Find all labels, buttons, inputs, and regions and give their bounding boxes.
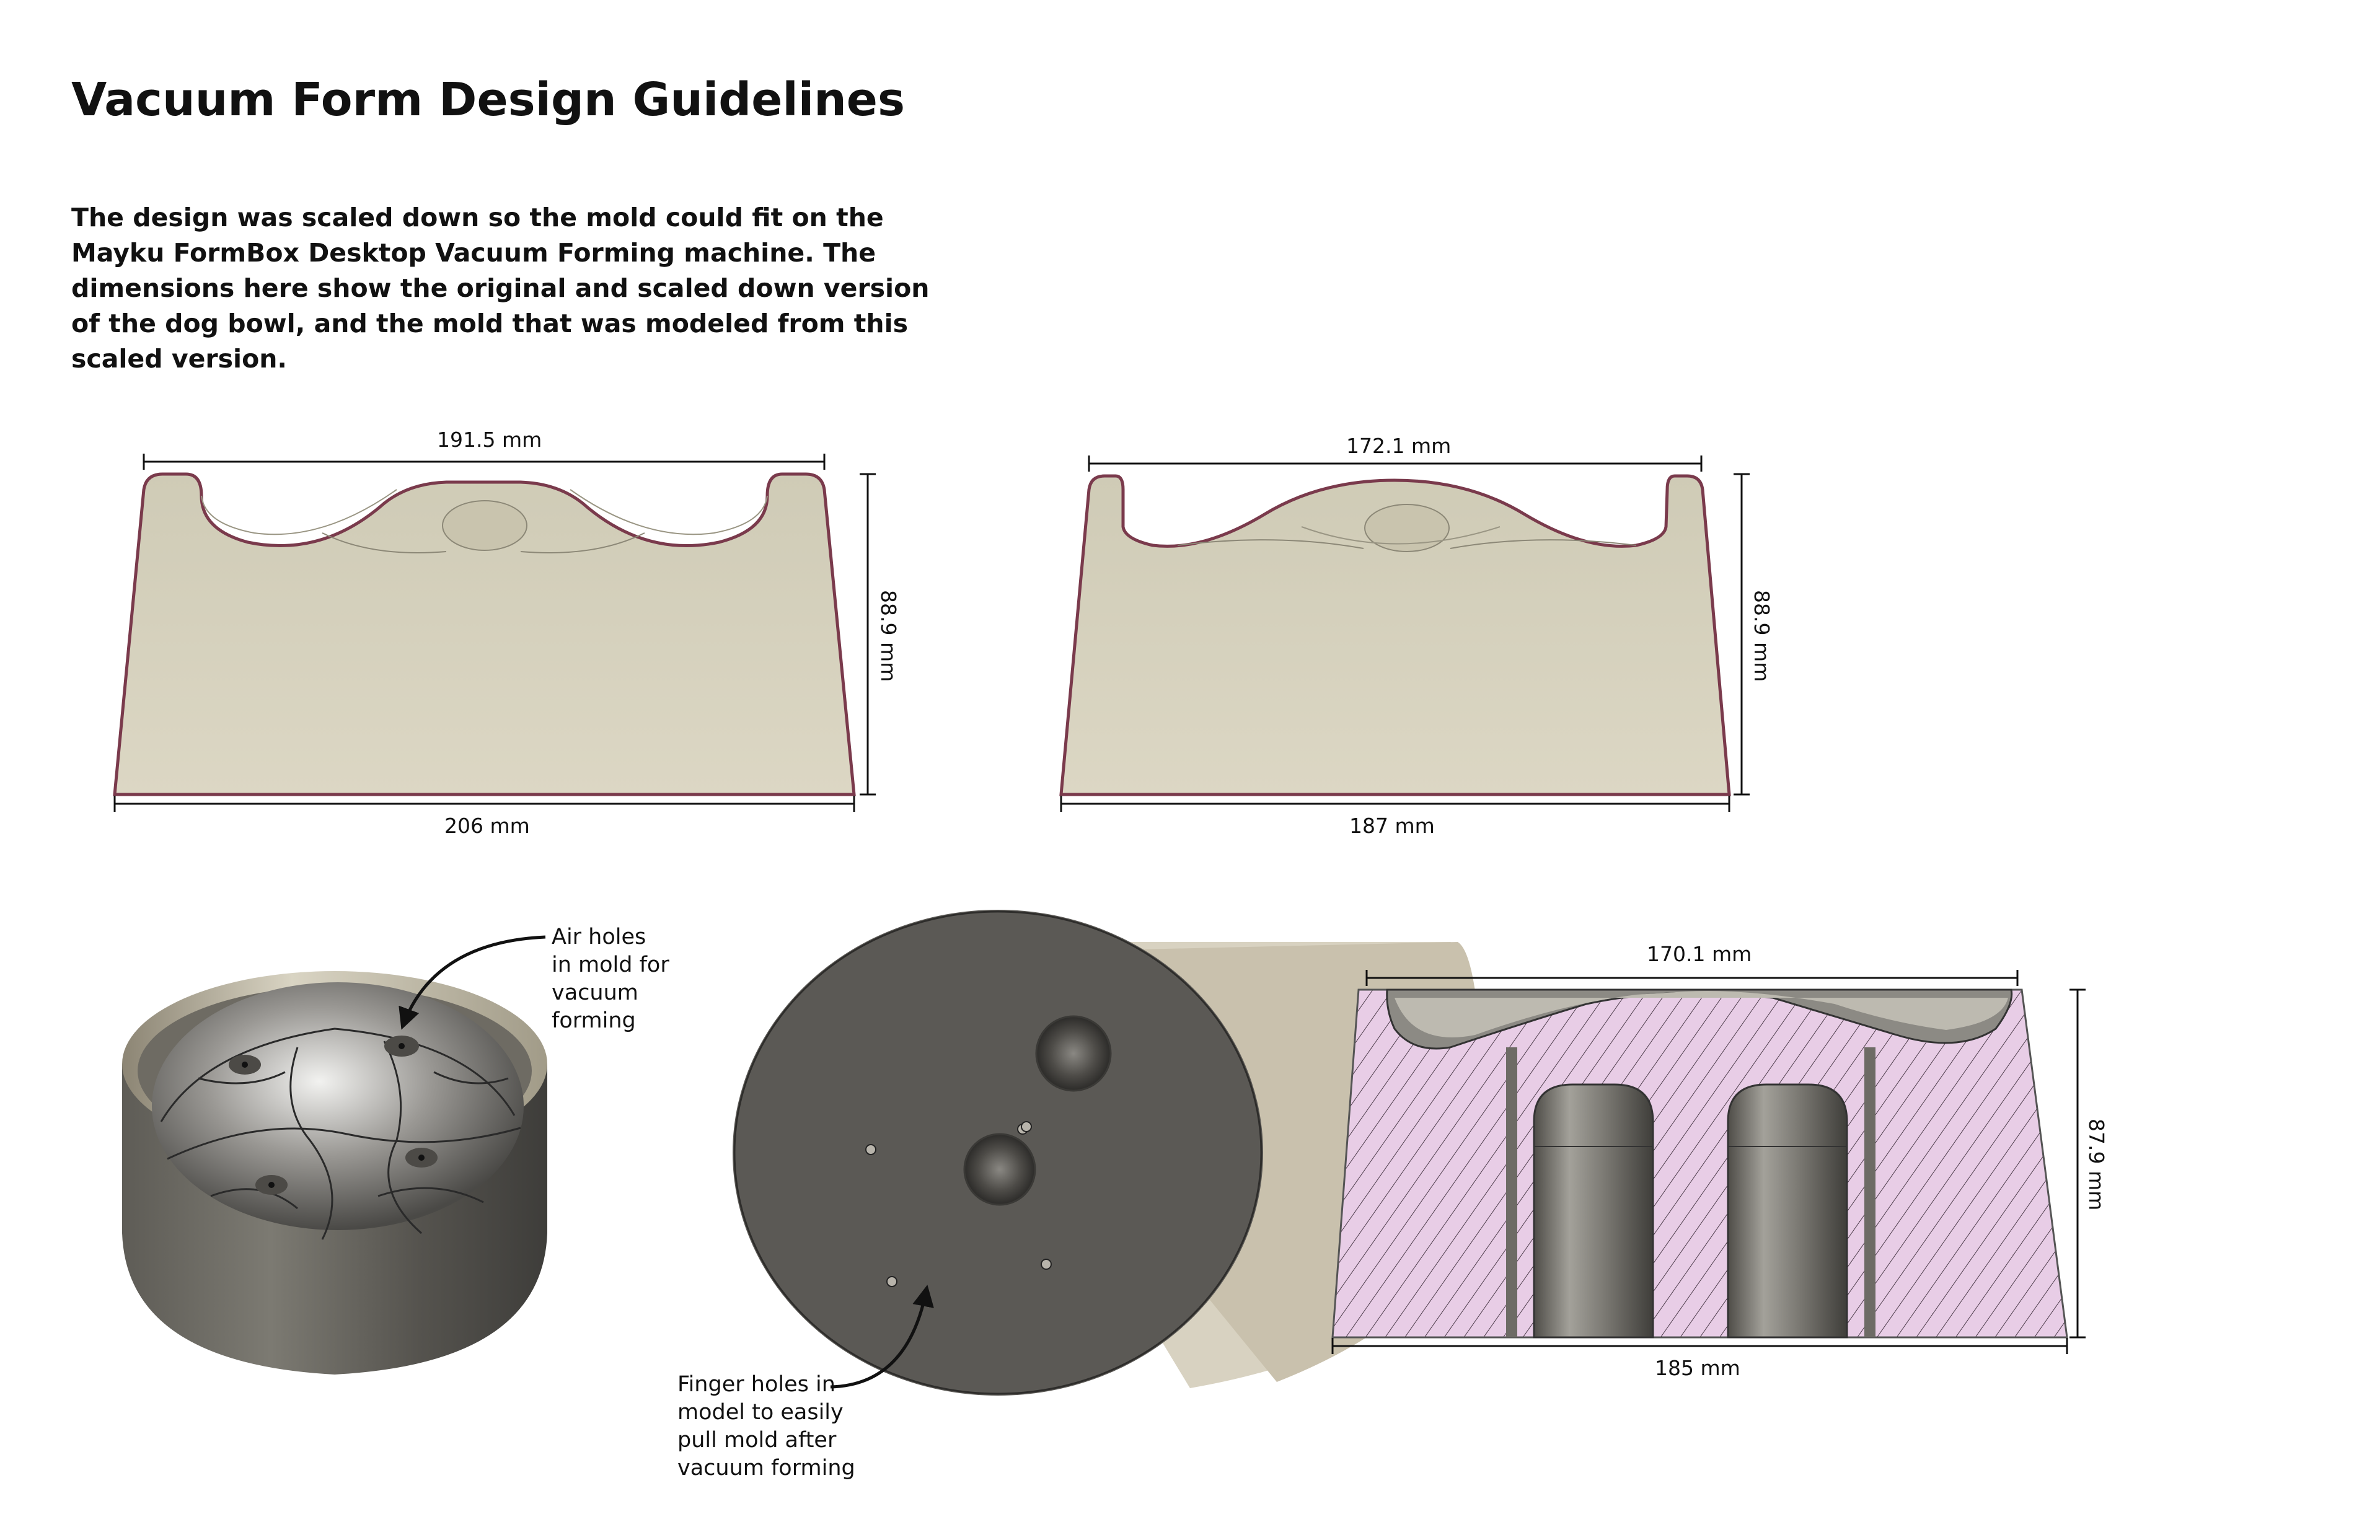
original-bowl-profile xyxy=(115,474,854,794)
mold-top-width-label: 170.1 mm xyxy=(1647,942,1752,966)
mold-isometric-view xyxy=(122,971,547,1375)
air-holes-annotation: Air holes in mold for vacuum forming xyxy=(552,925,669,1033)
original-top-width-label: 191.5 mm xyxy=(437,428,542,452)
scaled-bowl-profile xyxy=(1061,476,1729,794)
scaled-top-width-label: 172.1 mm xyxy=(1346,434,1452,458)
intro-paragraph: The design was scaled down so the mold could fit on the Mayku FormBox Desktop Vacuum Forming machine. The dimensions here show the original and scaled down version of the dog bowl, and the mold that was modeled from this scaled version. xyxy=(71,203,930,374)
scaled-bottom-width-label: 187 mm xyxy=(1349,814,1435,838)
mold-cross-section xyxy=(1333,990,2067,1337)
original-height-label: 88.9 mm xyxy=(876,590,901,682)
mold-bottom-width-label: 185 mm xyxy=(1655,1356,1740,1380)
scaled-height-label: 88.9 mm xyxy=(1750,590,1774,682)
mold-height-label: 87.9 mm xyxy=(2084,1119,2109,1211)
page-title: Vacuum Form Design Guidelines xyxy=(71,73,906,126)
finger-holes-annotation: Finger holes in model to easily pull mold after vacuum forming xyxy=(677,1372,855,1481)
original-bottom-width-label: 206 mm xyxy=(444,814,530,838)
